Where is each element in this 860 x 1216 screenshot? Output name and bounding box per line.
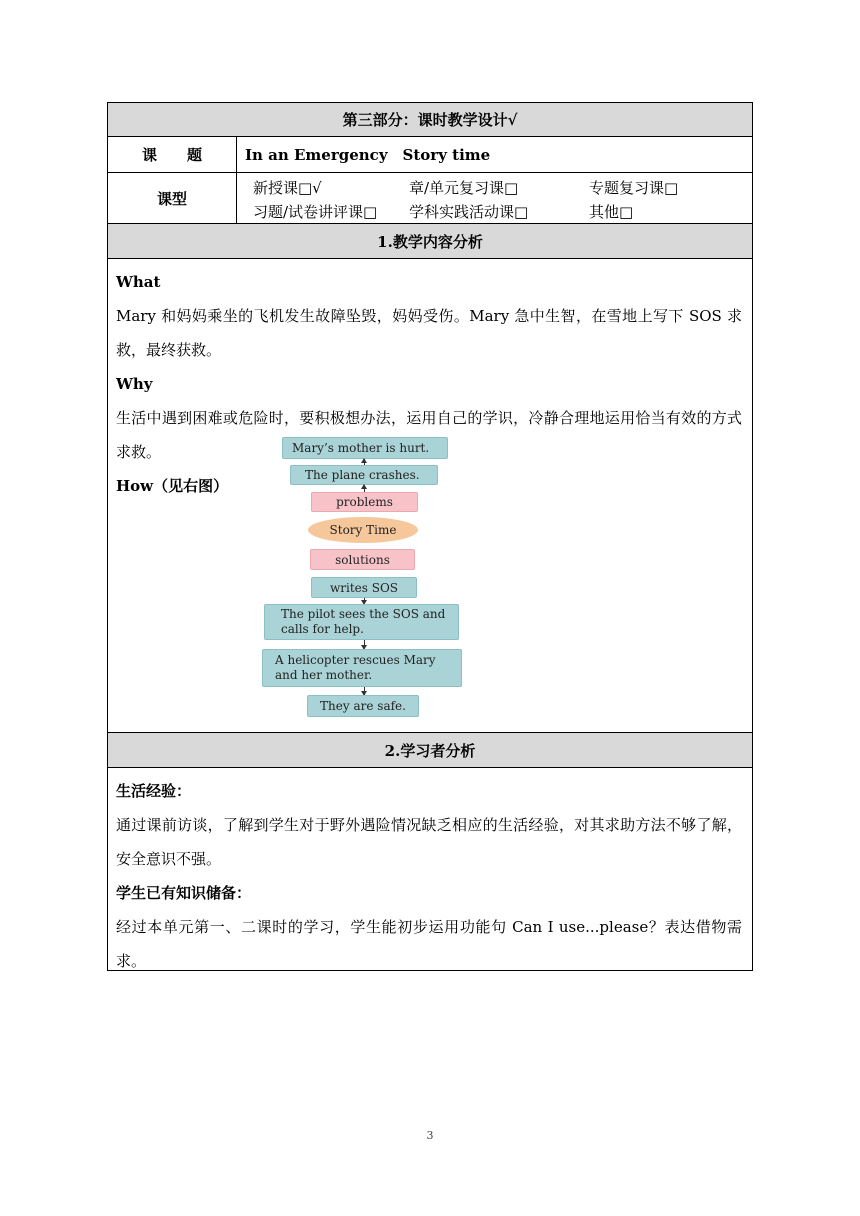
box-mother-hurt: Mary’s mother is hurt. — [282, 437, 448, 459]
story-flowchart — [108, 259, 752, 733]
option-other: 其他□ — [589, 202, 634, 221]
what-label: What — [116, 273, 161, 291]
option-unit-review: 章/单元复习课□ — [409, 178, 519, 197]
option-practice-activity: 学科实践活动课□ — [409, 202, 529, 221]
box-pilot-calls: The pilot sees the SOS and calls for help. — [264, 604, 459, 640]
section2-title: 2.学习者分析 — [107, 733, 753, 768]
topic-row — [107, 137, 753, 173]
lesson-type-row — [107, 173, 753, 224]
why-text: 生活中遇到困难或危险时，要积极想办法，运用自己的学识，冷静合理地运用恰当有效的方式求救。 — [116, 409, 742, 461]
box-solutions: solutions — [310, 549, 415, 570]
knowledge-label: 学生已有知识储备： — [116, 884, 252, 902]
section1-content — [107, 259, 753, 733]
option-new-lesson: 新授课□√ — [253, 178, 322, 197]
box-writes-sos: writes SOS — [311, 577, 417, 598]
lesson-type-options — [237, 173, 752, 223]
topic-value: In an Emergency Story time — [245, 146, 491, 164]
experience-text: 通过课前访谈，了解到学生对于野外遇险情况缺乏相应的生活经验，对其求助方法不够了解，安全意识不强。 — [116, 816, 742, 868]
box-they-are-safe: They are safe. — [307, 695, 419, 717]
how-label: How（见右图） — [116, 477, 229, 495]
oval-story-time: Story Time — [308, 517, 418, 543]
experience-label: 生活经验： — [116, 782, 192, 800]
what-text: Mary 和妈妈乘坐的飞机发生故障坠毁，妈妈受伤。Mary 急中生智，在雪地上写下 SOS 求救，最终获救。 — [116, 307, 742, 359]
option-topic-review: 专题复习课□ — [589, 178, 679, 197]
page-number: 3 — [426, 1129, 434, 1142]
option-exercise-review: 习题/试卷讲评课□ — [253, 202, 378, 221]
part-title: 第三部分：课时教学设计√ — [107, 102, 753, 137]
section2-content — [107, 768, 753, 971]
section1-title: 1.教学内容分析 — [107, 224, 753, 259]
box-plane-crashes: The plane crashes. — [290, 465, 438, 485]
why-label: Why — [116, 375, 153, 393]
box-helicopter-rescues: A helicopter rescues Mary and her mother. — [262, 649, 462, 687]
arrow-down-2 — [364, 640, 365, 649]
knowledge-text: 经过本单元第一、二课时的学习，学生能初步运用功能句 Can I use...please？表达借物需求。 — [116, 918, 742, 970]
topic-label: 课 题 — [108, 137, 237, 172]
arrow-up-2 — [364, 485, 365, 492]
lesson-design-table — [107, 102, 753, 971]
arrow-down-3 — [364, 687, 365, 695]
lesson-type-label: 课型 — [108, 173, 237, 223]
box-problems: problems — [311, 492, 418, 512]
